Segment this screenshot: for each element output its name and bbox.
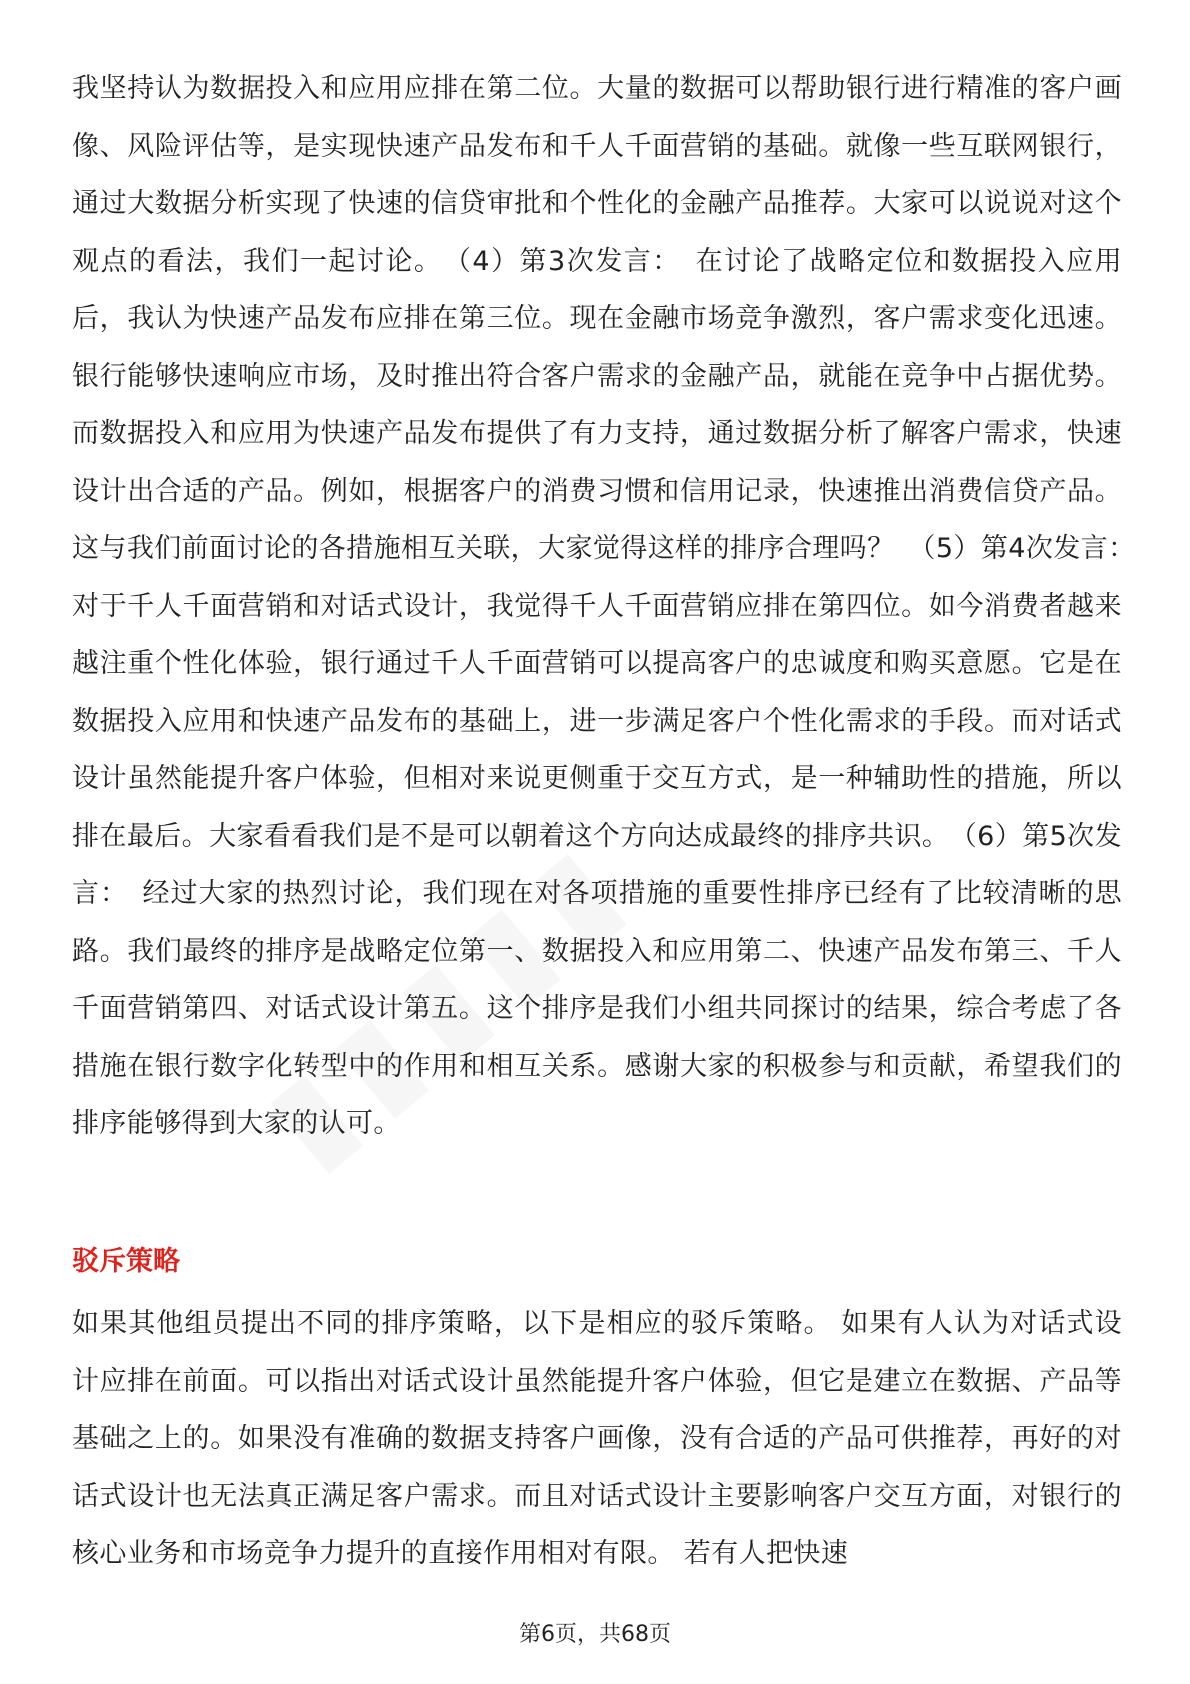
page-footer: 第6页，共68页	[519, 1622, 671, 1647]
body-paragraph: 如果其他组员提出不同的排序策略，以下是相应的驳斥策略。 如果有人认为对话式设计应排在前面。可以指出对话式设计虽然能提升客户体验，但它是建立在数据、产品等基础之上的。如果没有准确的数据支持客户画像，没有合适的产品可供推荐，再好的对话式设计也无法真正满足客户需求。而且对话式设计主要影响客户交互方面，对银行的核心业务和市场竞争力提升的直接作用相对有限。 若有人把快速	[72, 1308, 1122, 1569]
body-paragraph: 我坚持认为数据投入和应用应排在第二位。大量的数据可以帮助银行进行精准的客户画像、风险评估等，是实现快速产品发布和千人千面营销的基础。就像一些互联网银行，通过大数据分析实现了快速的信贷审批和个性化的金融产品推荐。大家可以说说对这个观点的看法，我们一起讨论。 （4）第3次发言： 在讨论了战略定位和数据投入应用后，我认为快速产品发布应排在第三位。现在金融市场竞争激烈，客户需求变化迅速。银行能够快速响应市场，及时推出符合客户需求的金融产品，就能在竞争中占据优势。而数据投入和应用为快速产品发布提供了有力支持，通过数据分析了解客户需求，快速设计出合适的产品。例如，根据客户的消费习惯和信用记录，快速推出消费信贷产品。这与我们前面讨论的各措施相互关联，大家觉得这样的排序合理吗？ （5）第4次发言： 对于千人千面营销和对话式设计，我觉得千人千面营销应排在第四位。如今消费者越来越注重个性化体验，银行通过千人千面营销可以提高客户的忠诚度和购买意愿。它是在数据投入应用和快速产品发布的基础上，进一步满足客户个性化需求的手段。而对话式设计虽然能提升客户体验，但相对来说更侧重于交互方式，是一种辅助性的措施，所以排在最后。大家看看我们是不是可以朝着这个方向达成最终的排序共识。 （6）第5次发言： 经过大家的热烈讨论，我们现在对各项措施的重要性排序已经有了比较清晰的思路。我们最终的排序是战略定位第一、数据投入和应用第二、快速产品发布第三、千人千面营销第四、对话式设计第五。这个排序是我们小组共同探讨的结果，综合考虑了各措施在银行数字化转型中的作用和相互关系。感谢大家的积极参与和贡献，希望我们的排序能够得到大家的认可。	[72, 73, 1150, 1139]
section-heading: 驳斥策略	[72, 1246, 180, 1277]
